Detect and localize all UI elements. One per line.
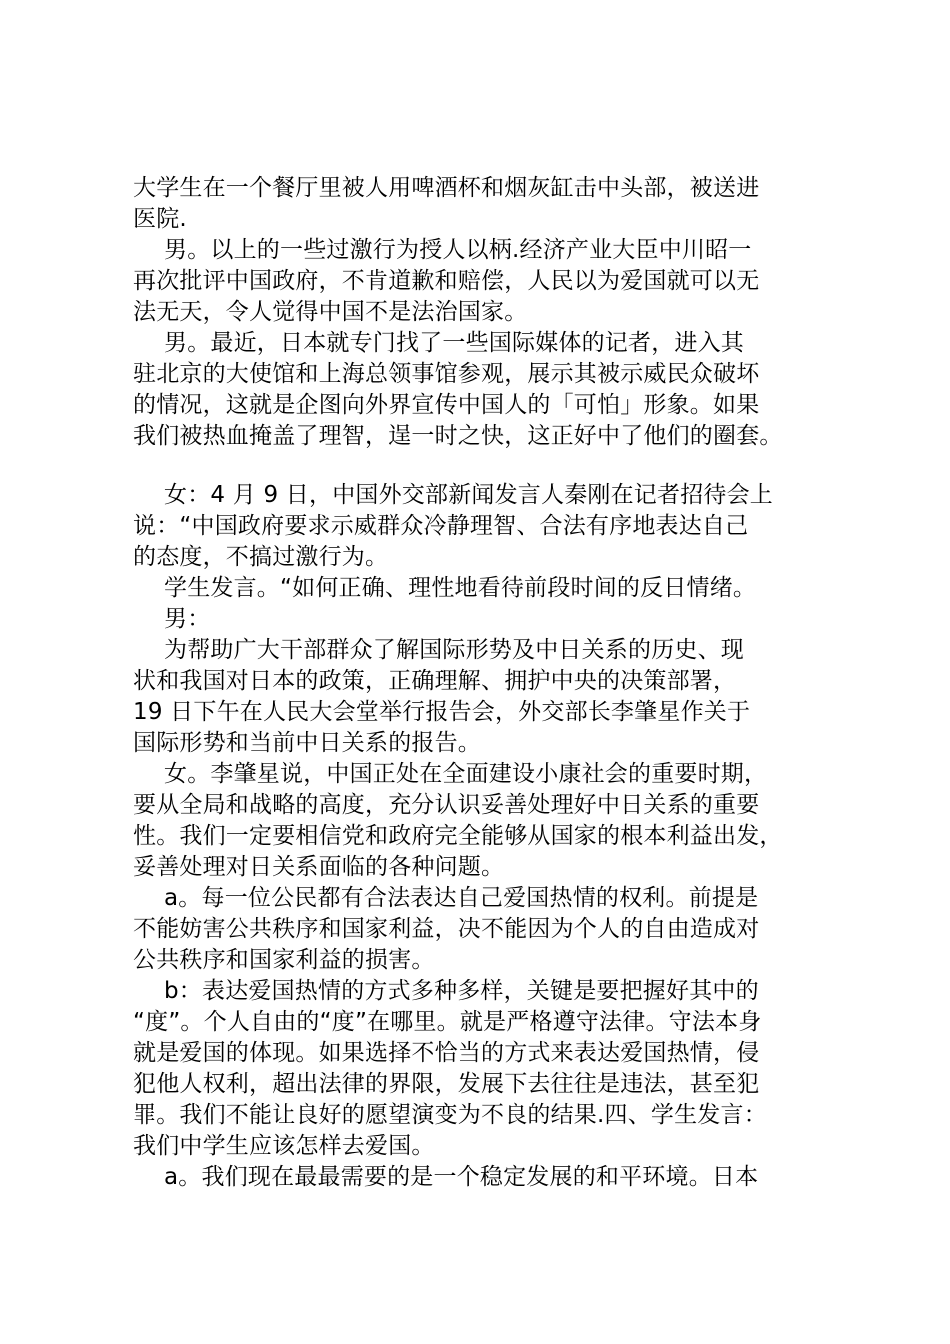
text-line: 国际形势和当前中日关系的报告。 bbox=[133, 730, 481, 756]
text-line: 男： bbox=[164, 606, 211, 632]
text-line: 男。以上的一些过激行为授人以柄.经济产业大臣中川昭一 bbox=[164, 237, 752, 263]
text-line: 状和我国对日本的政策，正确理解、拥护中央的决策部署， bbox=[133, 668, 737, 694]
text-line: b：表达爱国热情的方式多种多样，关键是要把握好其中的 bbox=[164, 978, 759, 1004]
text-line: 我们中学生应该怎样去爱国。 bbox=[133, 1133, 435, 1159]
text-line: 女：4 月 9 日，中国外交部新闻发言人秦刚在记者招待会上 bbox=[164, 482, 773, 508]
text-line: 不能妨害公共秩序和国家利益，决不能因为个人的自由造成对 bbox=[133, 916, 760, 942]
text-line: 学生发言。“如何正确、理性地看待前段时间的反日情绪。 bbox=[164, 575, 757, 601]
text-line: 驻北京的大使馆和上海总领事馆参观，展示其被示威民众破坏 bbox=[133, 361, 760, 387]
text-line: 大学生在一个餐厅里被人用啤酒杯和烟灰缸击中头部，被送进 bbox=[133, 175, 760, 201]
text-line: 19 日下午在人民大会堂举行报告会，外交部长李肇星作关于 bbox=[133, 699, 751, 725]
text-line: 我们被热血掩盖了理智，逞一时之快，这正好中了他们的圈套。 bbox=[133, 423, 783, 449]
text-line: 妥善处理对日关系面临的各种问题。 bbox=[133, 854, 505, 880]
text-line: “度”。个人自由的“度”在哪里。就是严格遵守法律。守法本身 bbox=[133, 1009, 762, 1035]
text-line: 法无天，令人觉得中国不是法治国家。 bbox=[133, 299, 528, 325]
text-line: 性。我们一定要相信党和政府完全能够从国家的根本利益出发， bbox=[133, 823, 783, 849]
text-line: 就是爱国的体现。如果选择不恰当的方式来表达爱国热情，侵 bbox=[133, 1040, 760, 1066]
text-line: 女。李肇星说，中国正处在全面建设小康社会的重要时期， bbox=[164, 761, 768, 787]
text-line: 的态度，不搞过激行为。 bbox=[133, 544, 389, 570]
text-line: 公共秩序和国家利益的损害。 bbox=[133, 947, 435, 973]
text-line: 要从全局和战略的高度，充分认识妥善处理好中日关系的重要 bbox=[133, 792, 760, 818]
text-line: 罪。我们不能让良好的愿望演变为不良的结果.四、学生发言： bbox=[133, 1102, 767, 1128]
text-line: 为帮助广大干部群众了解国际形势及中日关系的历史、现 bbox=[164, 637, 744, 663]
text-line: a。我们现在最最需要的是一个稳定发展的和平环境。日本 bbox=[164, 1164, 759, 1190]
text-line: 说：“中国政府要求示威群众冷静理智、合法有序地表达自己 bbox=[133, 513, 749, 539]
text-line: 医院. bbox=[133, 206, 187, 232]
text-line: 犯他人权利，超出法律的界限，发展下去往往是违法，甚至犯 bbox=[133, 1071, 760, 1097]
text-line: a。每一位公民都有合法表达自己爱国热情的权利。前提是 bbox=[164, 885, 759, 911]
text-line: 再次批评中国政府，不肯道歉和赔偿，人民以为爱国就可以无 bbox=[133, 268, 760, 294]
text-line: 的情况，这就是企图向外界宣传中国人的「可怕」形象。如果 bbox=[133, 392, 760, 418]
text-line: 男。最近，日本就专门找了一些国际媒体的记者，进入其 bbox=[164, 330, 744, 356]
